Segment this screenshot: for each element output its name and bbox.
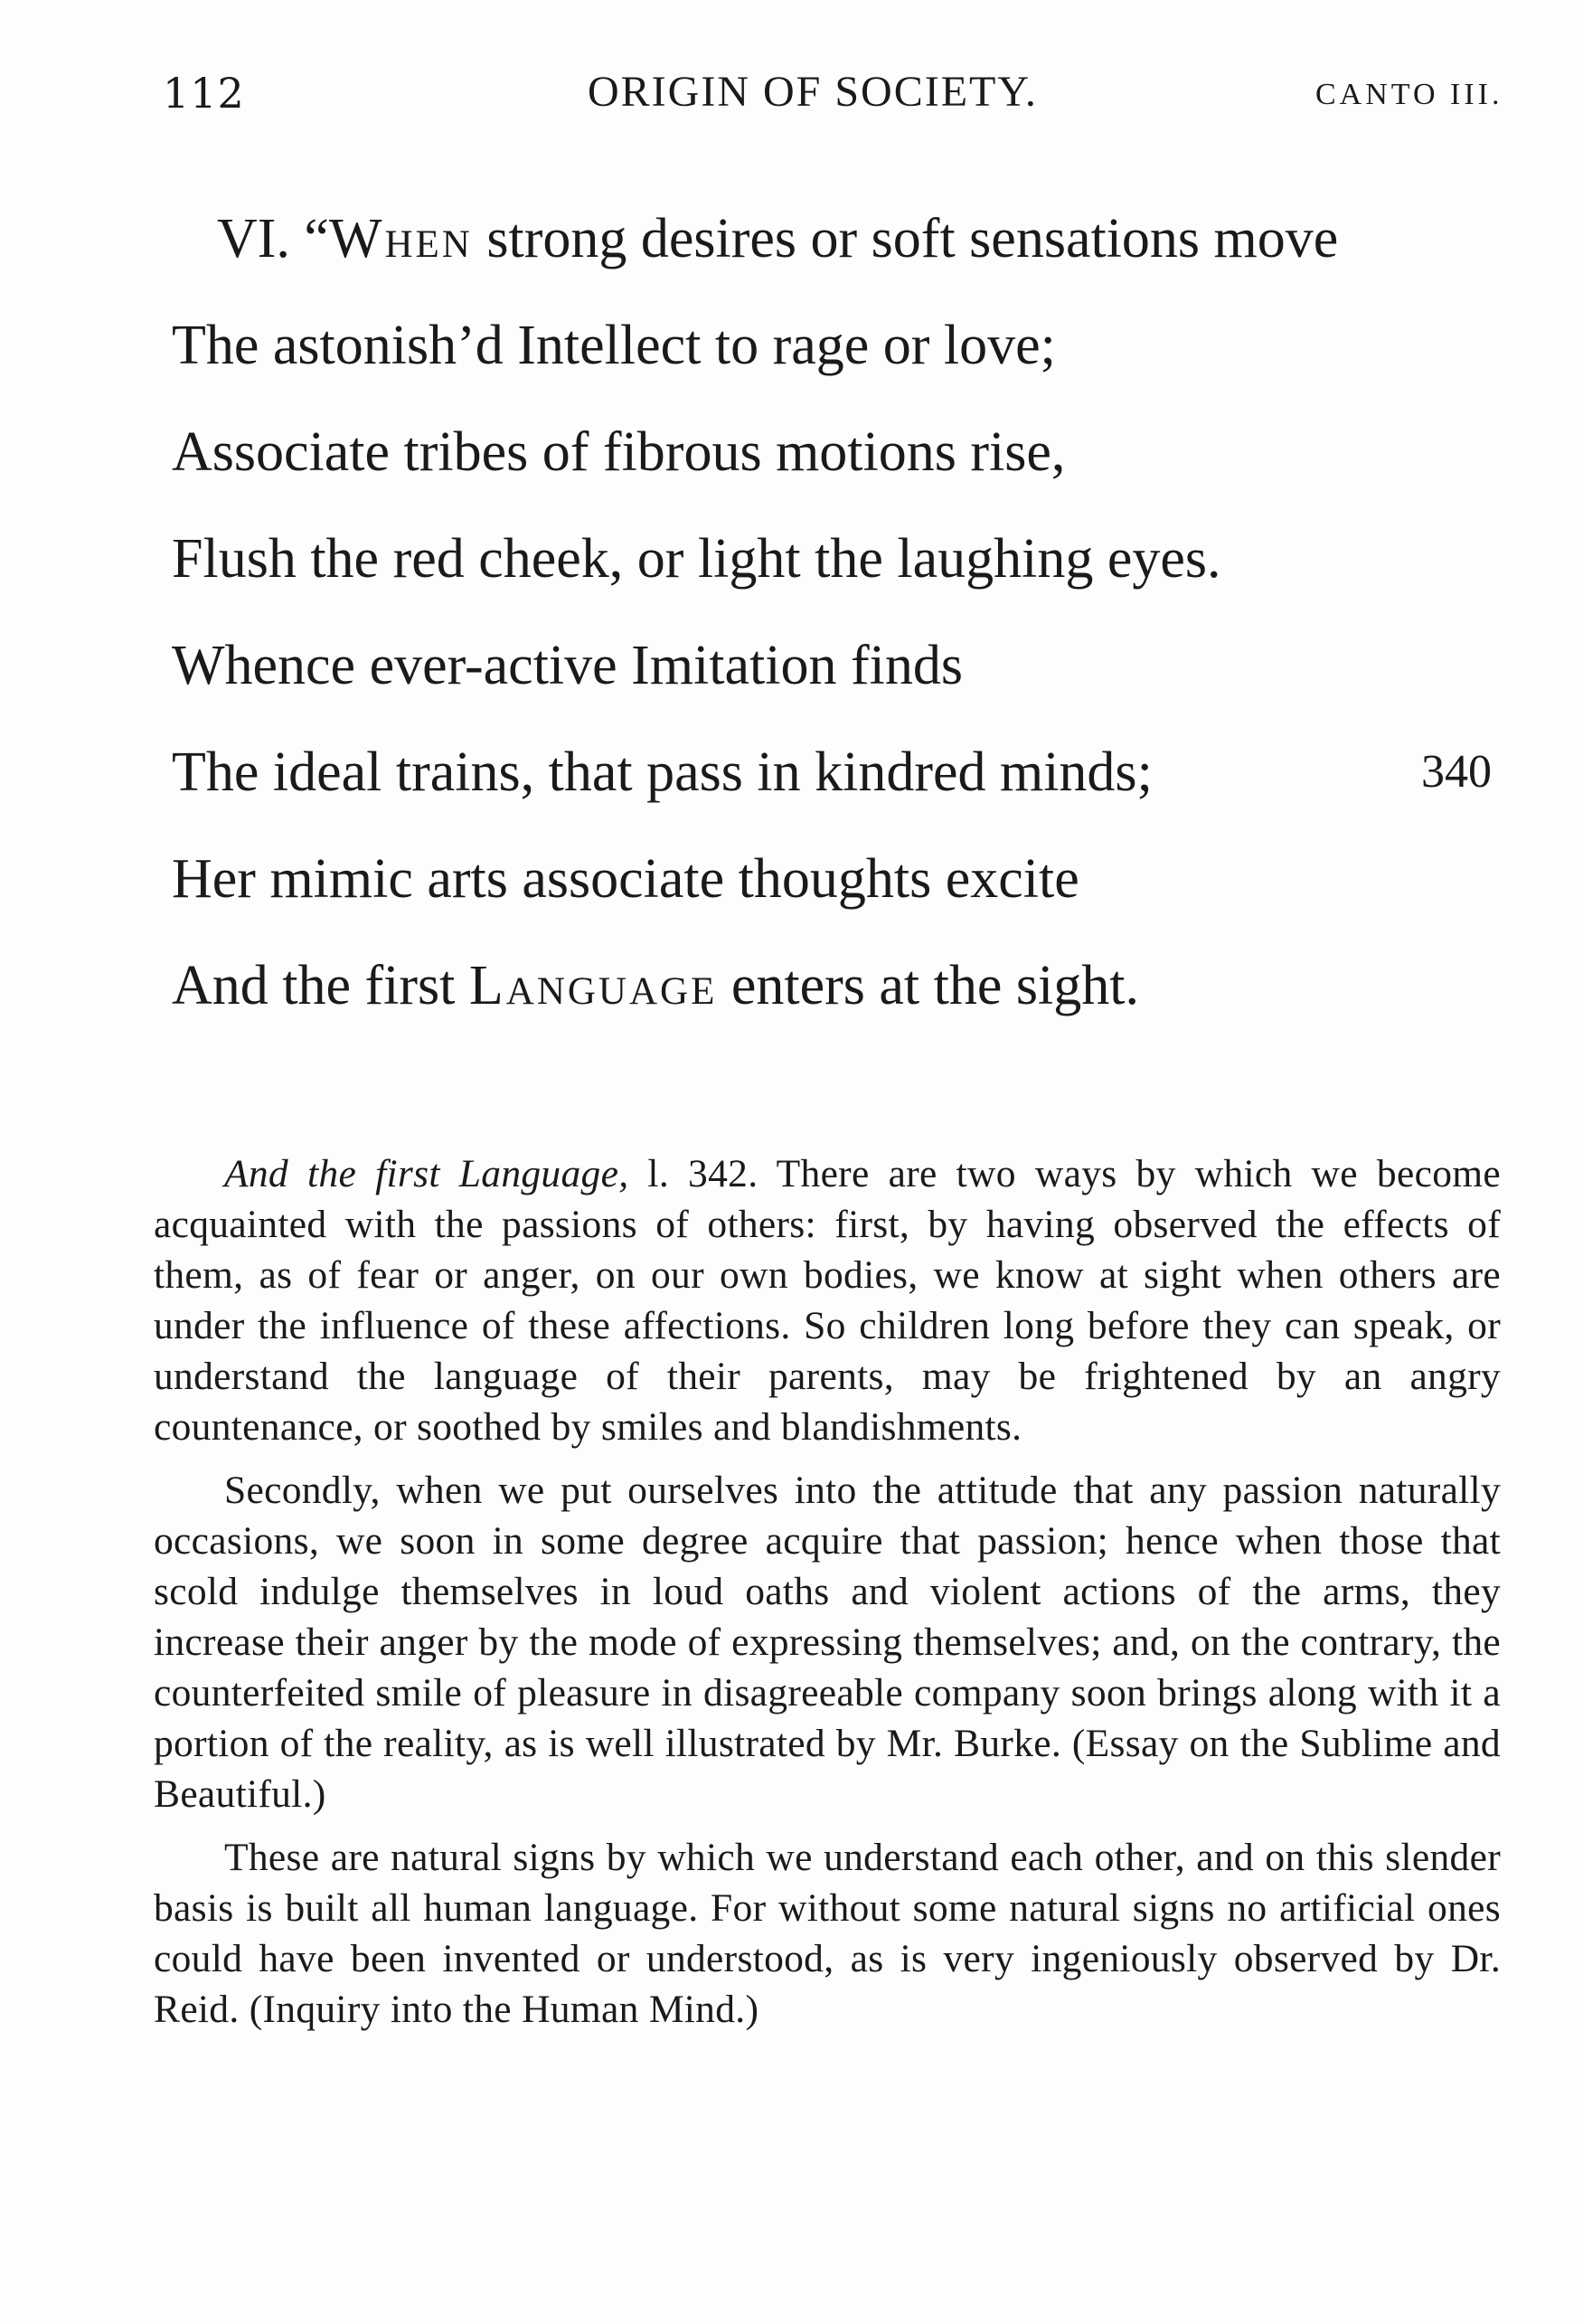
footnotes — [154, 1148, 1501, 2047]
note-paragraph: Secondly, when we put ourselves into the attitude that any passion naturally occasions, we soon in some degree acquire that passion; hence when those that scold indulge themselves in loud oaths and violent actions of the arms, they increase their anger by the mode of expressing themselves; and, on the contrary, the counterfeited smile of pleasure in disagreeable company soon brings along with it a portion of the reality, as is well illustrated by Mr. Burke. (Essay on the Sublime and Beautiful.) — [154, 1469, 1501, 1816]
first-word: When — [328, 208, 473, 269]
verse-line: Associate tribes of fibrous motions rise, — [172, 421, 1066, 483]
first-line-text: strong desires or soft sensations move — [472, 208, 1339, 269]
note-paragraph: These are natural signs by which we understand each other, and on this slender basis is built all human language. For without some natural signs no artificial ones could have been invented or understood, as is very ingeniously observed by Dr. Reid. (Inquiry into the Human Mind.) — [154, 1836, 1501, 2031]
verse-line: Whence ever-active Imitation finds — [172, 635, 963, 696]
line-number: 340 — [1421, 746, 1492, 798]
verse-line: The astonish’d Intellect to rage or love; — [172, 315, 1056, 376]
note-text: There are two ways by which we become acquainted with the passions of others: first, by having observed the effects of them, as of fear or anger, on our own bodies, we know at sight when others are under the influence of these affections. So children long before they can speak, or understand the language of their parents, may be frightened by an angry countenance, or soothed by smiles and blandishments. — [154, 1152, 1501, 1449]
running-title: ORIGIN OF SOCIETY. — [588, 68, 1038, 116]
section-number: VI. — [217, 208, 290, 269]
page-number: 112 — [163, 69, 245, 118]
verse-line — [172, 185, 1528, 292]
note-lemma: And the first Language, — [224, 1152, 629, 1195]
note-lemma-ref: l. 342. — [628, 1152, 759, 1195]
note-paragraph — [154, 1148, 1501, 1452]
verse-text-start: And the first — [172, 955, 469, 1016]
verse-text-end: enters at the sight. — [717, 955, 1139, 1016]
verse-line: Her mimic arts associate thoughts excite — [172, 848, 1079, 910]
verse-line: Flush the red cheek, or light the laughing eyes. — [172, 528, 1221, 590]
canto-label: CANTO III. — [1315, 78, 1503, 111]
verse-line — [172, 719, 1528, 826]
language-word: Language — [468, 955, 718, 1016]
opening-quote: “ — [304, 208, 329, 269]
poem-stanza — [172, 185, 1528, 1039]
verse-text: The ideal trains, that pass in kindred minds; — [172, 742, 1153, 803]
page-header — [163, 63, 1573, 136]
verse-line — [172, 932, 1528, 1039]
